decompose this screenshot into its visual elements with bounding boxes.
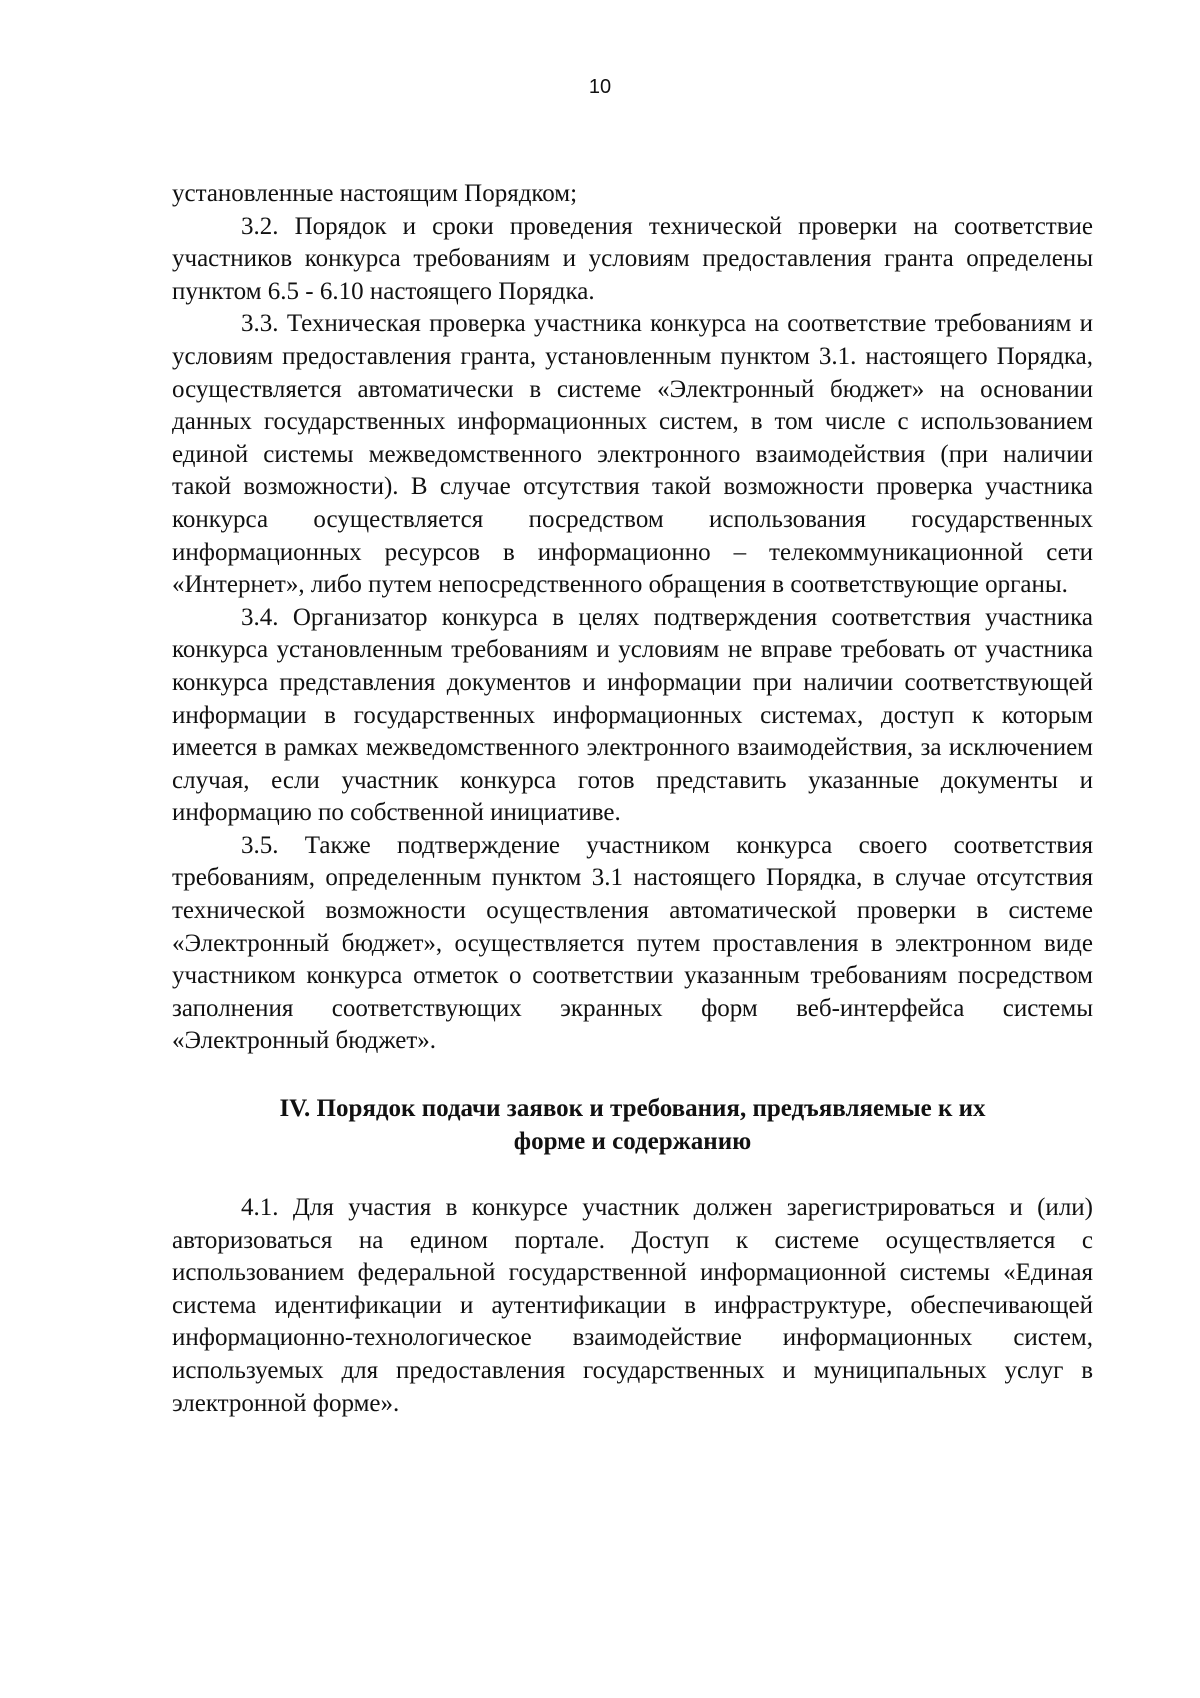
paragraph-4-1: 4.1. Для участия в конкурсе участник должен зарегистрироваться и (или) авторизоваться на едином портале. Доступ к системе осуществляется с использованием федеральной государственной информационной системы «Единая система идентификации и аутентификации в инфраструктуре, обеспечивающей информационно-технологическое взаимодействие информационных систем, используемых для предоставления государственных и муниципальных услуг в электронной форме». <box>172 1194 1093 1417</box>
paragraph-3-4: 3.4. Организатор конкурса в целях подтверждения соответствия участника конкурса установленным требованиям и условиям не вправе требовать от участника конкурса представления документов и информации при наличии соответствующей информации в государственных информационных системах, доступ к которым имеется в рамках межведомственного электронного взаимодействия, за исключением случая, если участник конкурса готов представить указанные документы и информацию по собственной инициативе. <box>172 603 1093 827</box>
section-heading-line-2: форме и содержанию <box>513 1128 752 1156</box>
paragraph-continuation: установленные настоящим Порядком; <box>172 180 578 207</box>
paragraph-3-5: 3.5. Также подтверждение участником конкурса своего соответствия требованиям, определенным пунктом 3.1 настоящего Порядка, в случае отсутствия технической возможности осуществления автоматической проверки в системе «Электронный бюджет», осуществляется путем проставления в электронном виде участником конкурса отметок о соответствии указанным требованиям посредством заполнения соответствующих экранных форм веб-интерфейса системы «Электронный бюджет». <box>172 831 1093 1055</box>
document-body <box>172 178 1093 1420</box>
section-heading-line-1: IV. Порядок подачи заявок и требования, предъявляемые к их <box>279 1095 986 1123</box>
paragraph-3-3: 3.3. Техническая проверка участника конкурса на соответствие требованиям и условиям предоставления гранта, установленным пунктом 3.1. настоящего Порядка, осуществляется автоматически в системе «Электронный бюджет» на основании данных государственных информационных систем, в том числе с использованием единой системы межведомственного электронного взаимодействия (при наличии такой возможности). В случае отсутствия такой возможности проверка участника конкурса осуществляется посредством использования государственных информационных ресурсов в информационно – телекоммуникационной сети «Интернет», либо путем непосредственного обращения в соответствующие органы. <box>172 310 1093 599</box>
page-number: 10 <box>588 76 612 98</box>
paragraph-3-2: 3.2. Порядок и сроки проведения технической проверки на соответствие участников конкурса требованиям и условиям предоставления гранта определены пунктом 6.5 - 6.10 настоящего Порядка. <box>172 212 1093 305</box>
section-heading <box>172 1092 1093 1158</box>
